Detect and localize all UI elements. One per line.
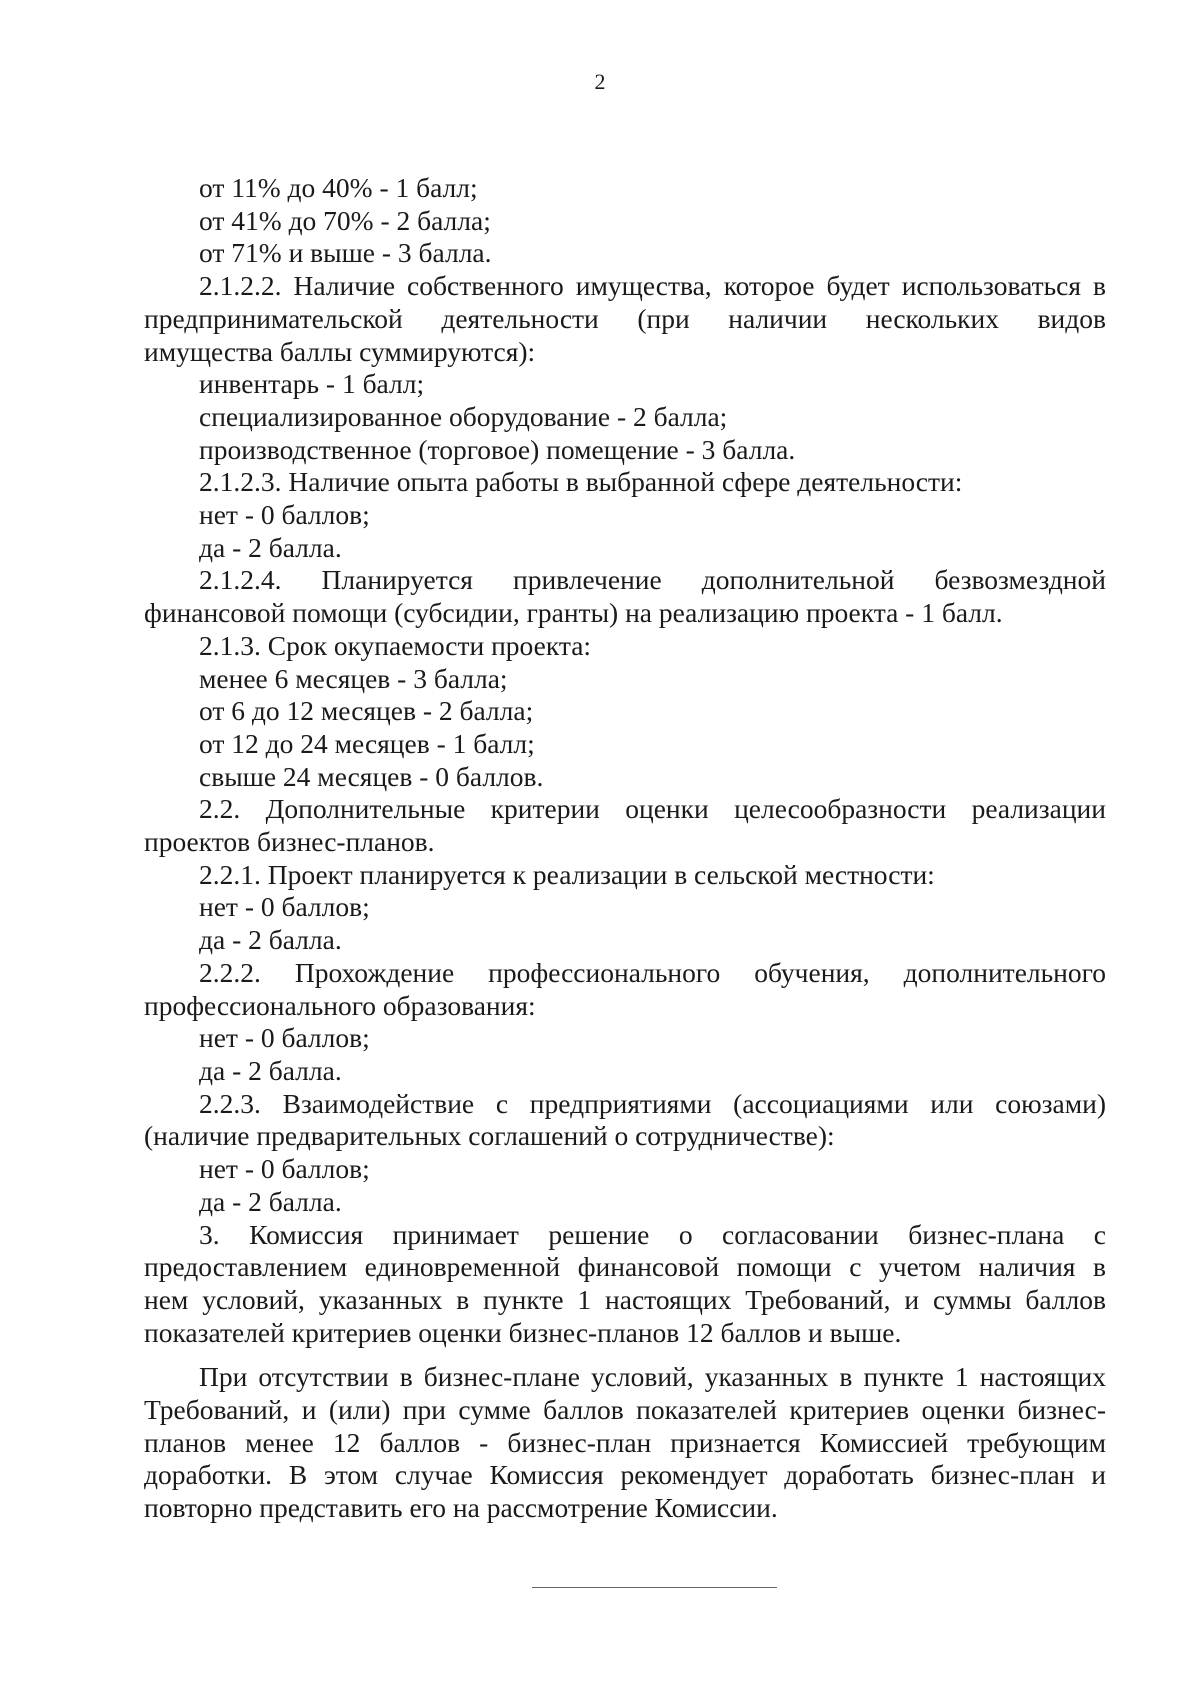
- text-line: менее 6 месяцев - 3 балла;: [199, 662, 508, 694]
- text-line: от 71% и выше - 3 балла.: [199, 237, 492, 269]
- text-line: да - 2 балла.: [199, 531, 342, 563]
- text-line: профессионального образования:: [144, 989, 536, 1021]
- text-line: производственное (торговое) помещение - 3 балла.: [199, 433, 796, 465]
- text-line: 3. Комиссия принимает решение о согласовании бизнес-плана с: [199, 1218, 1106, 1250]
- text-line: финансовой помощи (субсидии, гранты) на реализацию проекта - 1 балл.: [144, 597, 1003, 629]
- text-line: 2.2.2. Прохождение профессионального обучения, дополнительного: [199, 956, 1106, 988]
- text-line: свыше 24 месяцев - 0 баллов.: [199, 760, 544, 792]
- text-line: 2.1.2.4. Планируется привлечение дополнительной безвозмездной: [199, 564, 1106, 596]
- paragraph-gap: [144, 1349, 1106, 1361]
- text-line: нем условий, указанных в пункте 1 настоящих Требований, и суммы баллов: [144, 1283, 1106, 1315]
- text-line: нет - 0 баллов;: [199, 1153, 370, 1185]
- text-line: доработки. В этом случае Комиссия рекомендует доработать бизнес-план и: [144, 1459, 1106, 1491]
- text-line: 2.2. Дополнительные критерии оценки целесообразности реализации: [199, 793, 1106, 825]
- text-line: нет - 0 баллов;: [199, 891, 370, 923]
- text-line: предпринимательской деятельности (при наличии нескольких видов: [144, 302, 1106, 334]
- text-line: да - 2 балла.: [199, 1054, 342, 1086]
- text-line: нет - 0 баллов;: [199, 499, 370, 531]
- text-line: да - 2 балла.: [199, 924, 342, 956]
- text-line: от 11% до 40% - 1 балл;: [199, 172, 478, 203]
- text-line: (наличие предварительных соглашений о сотрудничестве):: [144, 1120, 835, 1152]
- text-line: 2.1.2.3. Наличие опыта работы в выбранной сфере деятельности:: [199, 466, 963, 498]
- page-number: 2: [594, 69, 606, 94]
- text-line: инвентарь - 1 балл;: [199, 368, 425, 400]
- text-line: 2.1.3. Срок окупаемости проекта:: [199, 629, 592, 661]
- text-line: проектов бизнес-планов.: [144, 826, 435, 858]
- footer-divider: [532, 1587, 777, 1588]
- text-line: показателей критериев оценки бизнес-планов 12 баллов и выше.: [144, 1316, 902, 1348]
- document-body: [144, 172, 1106, 1525]
- text-line: При отсутствии в бизнес-плане условий, указанных в пункте 1 настоящих: [199, 1361, 1106, 1393]
- text-line: от 12 до 24 месяцев - 1 балл;: [199, 727, 535, 759]
- text-line: да - 2 балла.: [199, 1185, 342, 1217]
- text-line: повторно представить его на рассмотрение Комиссии.: [144, 1492, 778, 1524]
- text-line: нет - 0 баллов;: [199, 1022, 370, 1054]
- text-line: от 41% до 70% - 2 балла;: [199, 204, 491, 236]
- text-line: 2.2.3. Взаимодействие с предприятиями (ассоциациями или союзами): [199, 1087, 1106, 1119]
- text-line: специализированное оборудование - 2 балла;: [199, 400, 728, 432]
- text-line: имущества баллы суммируются):: [144, 335, 536, 367]
- text-line: Требований, и (или) при сумме баллов показателей критериев оценки бизнес-: [144, 1394, 1106, 1426]
- text-line: 2.1.2.2. Наличие собственного имущества, которое будет использоваться в: [199, 270, 1106, 302]
- text-line: 2.2.1. Проект планируется к реализации в сельской местности:: [199, 858, 935, 890]
- text-line: предоставлением единовременной финансовой помощи с учетом наличия в: [144, 1251, 1106, 1283]
- text-line: от 6 до 12 месяцев - 2 балла;: [199, 695, 534, 727]
- text-line: планов менее 12 баллов - бизнес-план признается Комиссией требующим: [144, 1426, 1106, 1458]
